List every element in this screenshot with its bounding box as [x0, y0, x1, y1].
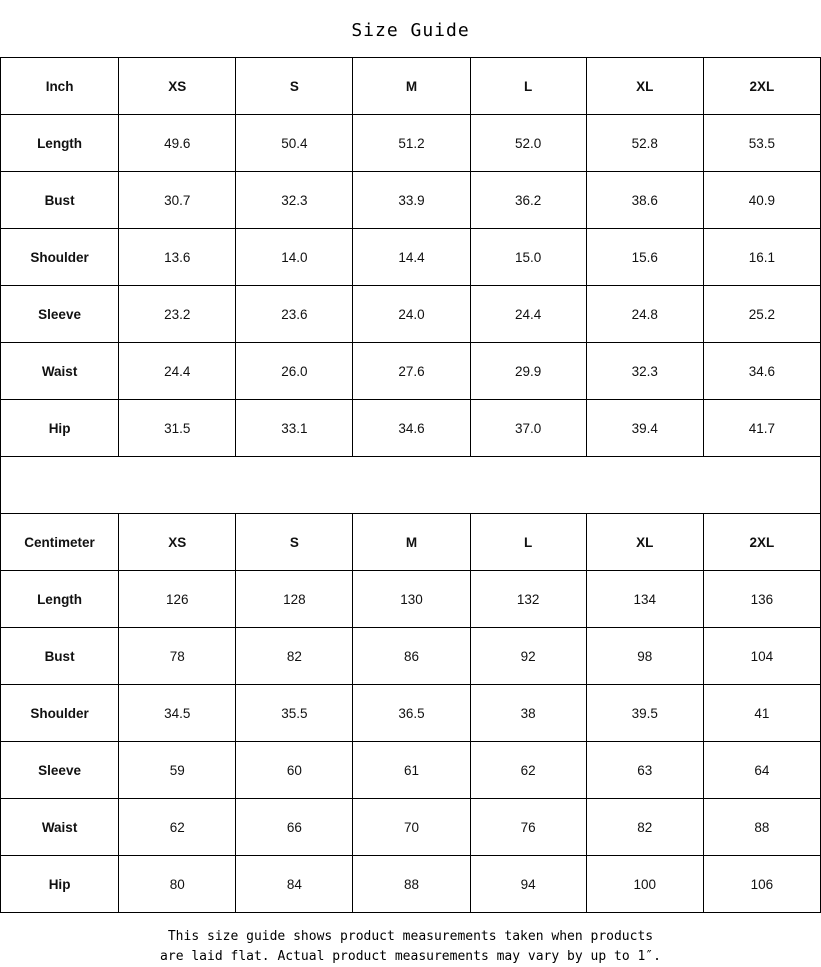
inch-size-header-s: S — [236, 58, 353, 115]
table-row — [1, 628, 821, 685]
cm-sleeve-l: 62 — [470, 742, 586, 799]
cm-size-header-l: L — [470, 514, 586, 571]
inch-bust-l: 36.2 — [470, 172, 586, 229]
inch-bust-xs: 30.7 — [119, 172, 236, 229]
cm-shoulder-2xl: 41 — [703, 685, 820, 742]
cm-shoulder-xl: 39.5 — [586, 685, 703, 742]
cm-hip-xl: 100 — [586, 856, 703, 913]
table-row — [1, 400, 821, 457]
cm-hip-s: 84 — [236, 856, 353, 913]
inch-waist-2xl: 34.6 — [703, 343, 820, 400]
cm-size-header-s: S — [236, 514, 353, 571]
cm-shoulder-s: 35.5 — [236, 685, 353, 742]
cm-hip-l: 94 — [470, 856, 586, 913]
cm-bust-l: 92 — [470, 628, 586, 685]
inch-length-s: 50.4 — [236, 115, 353, 172]
size-guide-table — [0, 57, 821, 913]
cm-row-label-length: Length — [1, 571, 119, 628]
table-row — [1, 343, 821, 400]
inch-hip-m: 34.6 — [353, 400, 470, 457]
inch-size-header-l: L — [470, 58, 586, 115]
cm-bust-xs: 78 — [119, 628, 236, 685]
cm-sleeve-s: 60 — [236, 742, 353, 799]
cm-length-m: 130 — [353, 571, 470, 628]
inch-row-label-length: Length — [1, 115, 119, 172]
cm-sleeve-xl: 63 — [586, 742, 703, 799]
inch-size-header-xs: XS — [119, 58, 236, 115]
inch-waist-l: 29.9 — [470, 343, 586, 400]
inch-waist-xs: 24.4 — [119, 343, 236, 400]
inch-length-m: 51.2 — [353, 115, 470, 172]
cm-sleeve-2xl: 64 — [703, 742, 820, 799]
table-spacer-cell — [1, 457, 821, 514]
inch-bust-xl: 38.6 — [586, 172, 703, 229]
table-row — [1, 286, 821, 343]
inch-bust-2xl: 40.9 — [703, 172, 820, 229]
table-row — [1, 685, 821, 742]
size-guide-footnote — [0, 913, 821, 967]
inch-length-2xl: 53.5 — [703, 115, 820, 172]
inch-hip-xl: 39.4 — [586, 400, 703, 457]
cm-bust-2xl: 104 — [703, 628, 820, 685]
inch-sleeve-xs: 23.2 — [119, 286, 236, 343]
cm-hip-xs: 80 — [119, 856, 236, 913]
inch-waist-s: 26.0 — [236, 343, 353, 400]
cm-length-l: 132 — [470, 571, 586, 628]
inch-length-l: 52.0 — [470, 115, 586, 172]
cm-length-s: 128 — [236, 571, 353, 628]
inch-sleeve-l: 24.4 — [470, 286, 586, 343]
cm-waist-xl: 82 — [586, 799, 703, 856]
table-row — [1, 742, 821, 799]
inch-shoulder-l: 15.0 — [470, 229, 586, 286]
inch-sleeve-s: 23.6 — [236, 286, 353, 343]
inch-shoulder-m: 14.4 — [353, 229, 470, 286]
cm-unit-label: Centimeter — [1, 514, 119, 571]
cm-bust-xl: 98 — [586, 628, 703, 685]
table-row — [1, 856, 821, 913]
inch-sleeve-m: 24.0 — [353, 286, 470, 343]
inch-row-label-sleeve: Sleeve — [1, 286, 119, 343]
inch-shoulder-xs: 13.6 — [119, 229, 236, 286]
inch-row-label-hip: Hip — [1, 400, 119, 457]
footnote-line-1: This size guide shows product measurements taken when products — [167, 929, 654, 944]
inch-hip-s: 33.1 — [236, 400, 353, 457]
cm-size-header-2xl: 2XL — [703, 514, 820, 571]
inch-unit-label: Inch — [1, 58, 119, 115]
table-row — [1, 229, 821, 286]
table-row — [1, 172, 821, 229]
cm-shoulder-m: 36.5 — [353, 685, 470, 742]
page-title: Size Guide — [351, 20, 470, 41]
cm-sleeve-m: 61 — [353, 742, 470, 799]
inch-row-label-shoulder: Shoulder — [1, 229, 119, 286]
inch-size-header-2xl: 2XL — [703, 58, 820, 115]
inch-bust-m: 33.9 — [353, 172, 470, 229]
cm-waist-s: 66 — [236, 799, 353, 856]
cm-sleeve-xs: 59 — [119, 742, 236, 799]
table-row — [1, 571, 821, 628]
inch-shoulder-2xl: 16.1 — [703, 229, 820, 286]
table-row-cm-header — [1, 514, 821, 571]
cm-row-label-waist: Waist — [1, 799, 119, 856]
cm-waist-2xl: 88 — [703, 799, 820, 856]
inch-waist-xl: 32.3 — [586, 343, 703, 400]
footnote-line-2: are laid flat. Actual product measurements may vary by up to 1″. — [160, 949, 661, 964]
cm-bust-s: 82 — [236, 628, 353, 685]
inch-sleeve-2xl: 25.2 — [703, 286, 820, 343]
table-row — [1, 115, 821, 172]
table-row — [1, 799, 821, 856]
cm-length-2xl: 136 — [703, 571, 820, 628]
cm-row-label-sleeve: Sleeve — [1, 742, 119, 799]
cm-bust-m: 86 — [353, 628, 470, 685]
inch-shoulder-s: 14.0 — [236, 229, 353, 286]
table-spacer-row — [1, 457, 821, 514]
cm-row-label-shoulder: Shoulder — [1, 685, 119, 742]
inch-sleeve-xl: 24.8 — [586, 286, 703, 343]
cm-waist-m: 70 — [353, 799, 470, 856]
cm-size-header-m: M — [353, 514, 470, 571]
cm-row-label-bust: Bust — [1, 628, 119, 685]
inch-bust-s: 32.3 — [236, 172, 353, 229]
inch-shoulder-xl: 15.6 — [586, 229, 703, 286]
inch-hip-xs: 31.5 — [119, 400, 236, 457]
cm-hip-m: 88 — [353, 856, 470, 913]
cm-shoulder-l: 38 — [470, 685, 586, 742]
inch-row-label-bust: Bust — [1, 172, 119, 229]
inch-length-xs: 49.6 — [119, 115, 236, 172]
cm-waist-xs: 62 — [119, 799, 236, 856]
cm-waist-l: 76 — [470, 799, 586, 856]
inch-hip-2xl: 41.7 — [703, 400, 820, 457]
cm-shoulder-xs: 34.5 — [119, 685, 236, 742]
cm-row-label-hip: Hip — [1, 856, 119, 913]
inch-size-header-xl: XL — [586, 58, 703, 115]
inch-size-header-m: M — [353, 58, 470, 115]
cm-hip-2xl: 106 — [703, 856, 820, 913]
cm-length-xl: 134 — [586, 571, 703, 628]
cm-length-xs: 126 — [119, 571, 236, 628]
inch-row-label-waist: Waist — [1, 343, 119, 400]
inch-waist-m: 27.6 — [353, 343, 470, 400]
inch-hip-l: 37.0 — [470, 400, 586, 457]
table-row-inch-header — [1, 58, 821, 115]
cm-size-header-xl: XL — [586, 514, 703, 571]
cm-size-header-xs: XS — [119, 514, 236, 571]
inch-length-xl: 52.8 — [586, 115, 703, 172]
